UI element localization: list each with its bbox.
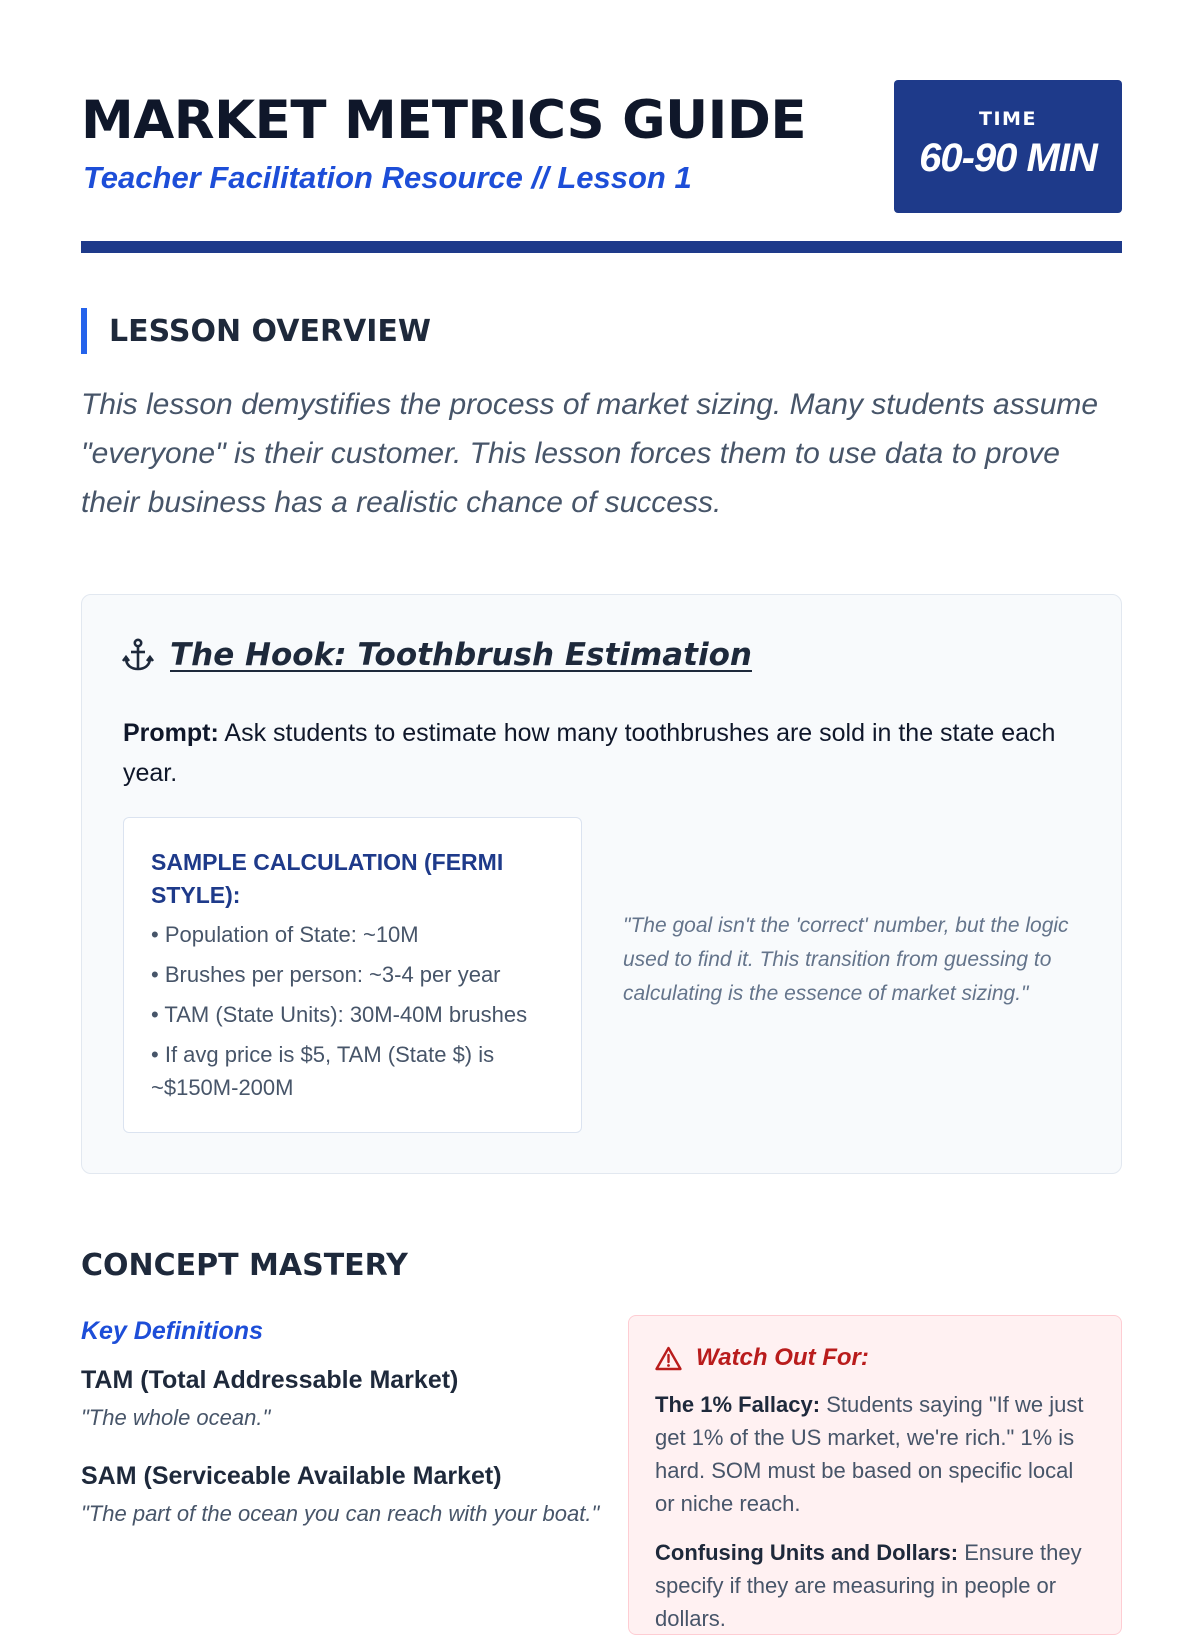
watch-item-label: Confusing Units and Dollars: [655,1540,959,1565]
watch-out-box [628,1315,1122,1635]
calc-item: • Population of State: ~10M [151,918,554,951]
key-definitions [81,1317,601,1556]
hook-card [81,594,1122,1174]
definitions-heading: Key Definitions [81,1317,263,1345]
prompt-label: Prompt: [123,719,219,747]
hook-title-row [122,637,752,673]
hook-prompt [123,713,1073,793]
time-label: TIME [979,108,1037,130]
hook-title: The Hook: Toothbrush Estimation [170,637,752,673]
definition-term-tam: TAM (Total Addressable Market) [81,1366,459,1394]
sample-calculation-box [123,817,582,1133]
page-header [81,80,1122,230]
watch-item [655,1536,1095,1635]
watch-item [655,1388,1095,1520]
page-subtitle: Teacher Facilitation Resource // Lesson 1 [83,160,692,195]
warning-icon [655,1346,682,1371]
watch-item-label: The 1% Fallacy: [655,1392,821,1417]
definition-desc-tam: "The whole ocean." [81,1405,271,1430]
overview-text: This lesson demystifies the process of market sizing. Many students assume "everyone" is their customer. This lesson forces them to use data to prove their business has a realistic chance of success. [81,388,1099,519]
watch-item-text: Students saying "If we just get 1% of the US market, we're rich." 1% is hard. SOM must be based on specific local or niche reach. [655,1392,1084,1516]
watch-item-text: Ensure they specify if they are measuring in people or dollars. [655,1540,1082,1631]
watch-heading-row [655,1344,1095,1372]
hook-quote: "The goal isn't the 'correct' number, but the logic used to find it. This transition from guessing to calculating is the essence of market sizing." [623,914,1069,1005]
anchor-icon [122,638,154,672]
prompt-text: Ask students to estimate how many toothbrushes are sold in the state each year. [123,719,1056,787]
watch-heading: Watch Out For: [696,1344,869,1371]
header-divider [81,241,1122,253]
page-title: MARKET METRICS GUIDE [81,90,807,151]
calc-title: SAMPLE CALCULATION (FERMI STYLE): [151,849,504,908]
time-badge [894,80,1122,213]
definition-desc-sam: "The part of the ocean you can reach with your boat." [81,1501,600,1526]
time-value: 60-90 MIN [919,136,1097,180]
calc-list [151,918,554,1104]
concept-heading: CONCEPT MASTERY [81,1248,408,1283]
calc-item: • If avg price is $5, TAM (State $) is ~$150M-200M [151,1038,554,1104]
overview-heading: LESSON OVERVIEW [81,308,431,354]
calc-item: • Brushes per person: ~3-4 per year [151,958,554,991]
calc-item: • TAM (State Units): 30M-40M brushes [151,998,554,1031]
definition-term-sam: SAM (Serviceable Available Market) [81,1462,502,1490]
